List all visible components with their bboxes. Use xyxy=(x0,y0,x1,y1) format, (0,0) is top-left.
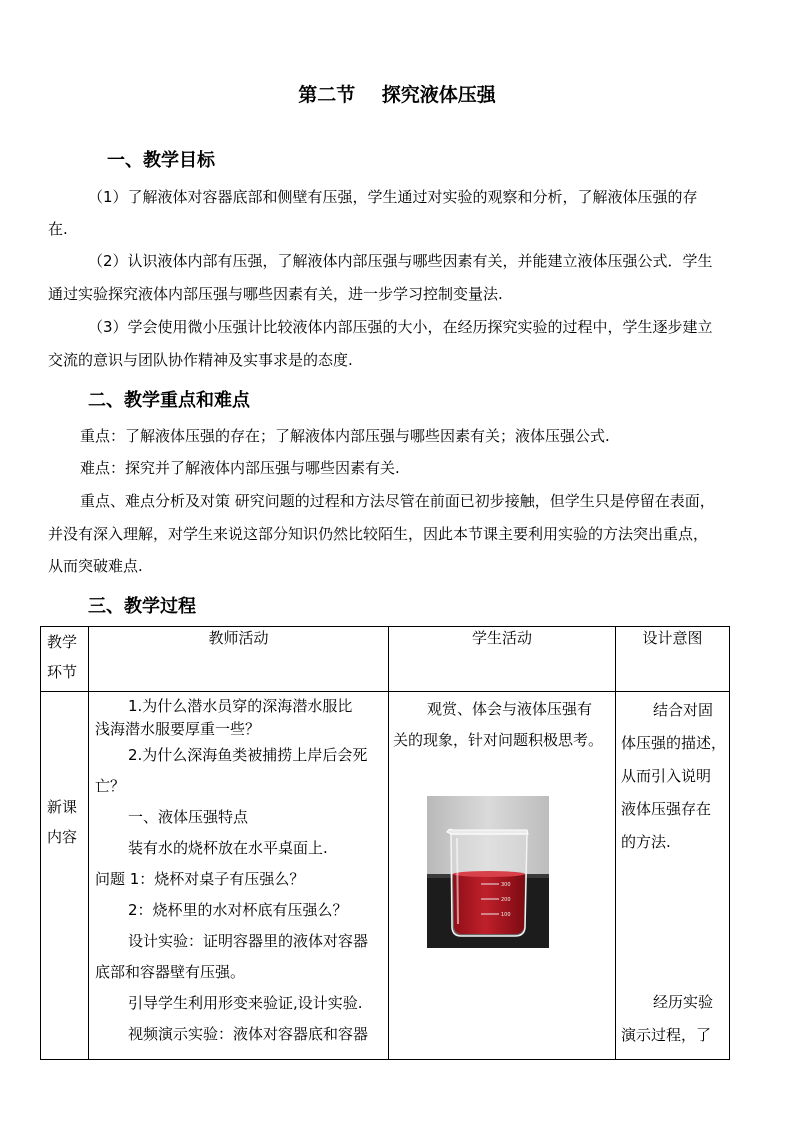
intent-line-1: 结合对固 xyxy=(653,701,714,719)
intent-line-6: 经历实验 xyxy=(653,993,714,1011)
objective-1-line-1: （1）了解液体对容器底部和侧壁有压强，学生通过对实验的观察和分析，了解液体压强的存 xyxy=(88,188,698,206)
student-line-1: 观赏、体会与液体压强有 xyxy=(427,700,593,718)
beaker-mark-100: 100 xyxy=(501,912,511,918)
header-design-intent: 设计意图 xyxy=(616,627,730,692)
section-heading-process: 三、教学过程 xyxy=(88,596,196,617)
analysis-line-2: 并没有深入理解，对学生来说这部分知识仍然比较陌生，因此本节课主要利用实验的方法突出重点， xyxy=(48,525,709,543)
design-intent-cell xyxy=(616,692,730,1060)
key-point-text: 重点：了解液体压强的存在；了解液体内部压强与哪些因素有关；液体压强公式. xyxy=(80,427,610,445)
objective-2-line-2: 通过实验探究液体内部压强与哪些因素有关，进一步学习控制变量法. xyxy=(48,285,503,303)
header-stage xyxy=(41,627,89,692)
teacher-line-3: 2.为什么深海鱼类被捕捞上岸后会死 xyxy=(128,746,368,764)
teacher-line-10: 底部和容器壁有压强。 xyxy=(95,963,246,981)
difficulty-text: 难点：探究并了解液体内部压强与哪些因素有关. xyxy=(80,459,400,477)
teacher-line-2: 浅海潜水服要厚重一些？ xyxy=(95,720,261,738)
section-heading-objectives: 一、教学目标 xyxy=(107,150,215,171)
teacher-line-12: 视频演示实验：液体对容器底和容器 xyxy=(128,1025,369,1043)
header-student-activity: 学生活动 xyxy=(389,627,616,692)
teacher-line-9: 设计实验：证明容器里的液体对容器 xyxy=(128,932,369,950)
teacher-activity-cell xyxy=(89,692,389,1060)
header-teacher-activity: 教师活动 xyxy=(89,627,389,692)
table-header-row xyxy=(41,627,730,692)
stage-line-2: 内容 xyxy=(47,828,78,846)
teacher-line-11: 引导学生利用形变来验证,设计实验. xyxy=(128,994,363,1012)
section-heading-key-points: 二、教学重点和难点 xyxy=(88,390,250,411)
teacher-line-8: 2：烧杯里的水对杯底有压强么？ xyxy=(128,901,348,919)
stage-cell xyxy=(41,692,89,1060)
teacher-line-6: 装有水的烧杯放在水平桌面上. xyxy=(128,839,328,857)
table-row xyxy=(41,692,730,1060)
beaker-icon xyxy=(427,796,549,948)
teacher-line-4: 亡？ xyxy=(95,777,126,795)
intent-line-2: 体压强的描述， xyxy=(621,734,727,752)
objective-3-line-2: 交流的意识与团队协作精神及实事求是的态度. xyxy=(48,351,353,369)
teacher-line-5: 一、液体压强特点 xyxy=(128,808,249,826)
student-activity-cell xyxy=(389,692,616,1060)
header-stage-line-2: 环节 xyxy=(47,663,78,681)
header-stage-line-1: 教学 xyxy=(47,633,78,651)
analysis-line-3: 从而突破难点. xyxy=(48,557,143,575)
stage-line-1: 新课 xyxy=(47,798,78,816)
teaching-process-table xyxy=(40,626,730,1060)
intent-line-4: 液体压强存在 xyxy=(621,800,712,818)
student-line-2: 关的现象，针对问题积极思考。 xyxy=(393,731,604,749)
page-title: 第二节 探究液体压强 xyxy=(298,84,496,106)
beaker-mark-300: 300 xyxy=(501,882,511,888)
beaker-mark-200: 200 xyxy=(501,897,511,903)
intent-line-3: 从而引入说明 xyxy=(621,767,712,785)
intent-line-7: 演示过程，了 xyxy=(621,1026,712,1044)
teacher-line-7: 问题 1：烧杯对桌子有压强么？ xyxy=(95,870,305,888)
intent-line-5: 的方法. xyxy=(621,833,671,851)
teacher-line-1: 1.为什么潜水员穿的深海潜水服比 xyxy=(128,697,353,715)
beaker-photo xyxy=(427,796,549,948)
objective-3-line-1: （3）学会使用微小压强计比较液体内部压强的大小，在经历探究实验的过程中，学生逐步建立 xyxy=(88,318,713,336)
analysis-line-1: 重点、难点分析及对策 研究问题的过程和方法尽管在前面已初步接触，但学生只是停留在表面， xyxy=(80,492,715,510)
objective-2-line-1: （2）认识液体内部有压强，了解液体内部压强与哪些因素有关，并能建立液体压强公式．学生 xyxy=(88,252,713,270)
objective-1-line-2: 在. xyxy=(48,220,68,238)
